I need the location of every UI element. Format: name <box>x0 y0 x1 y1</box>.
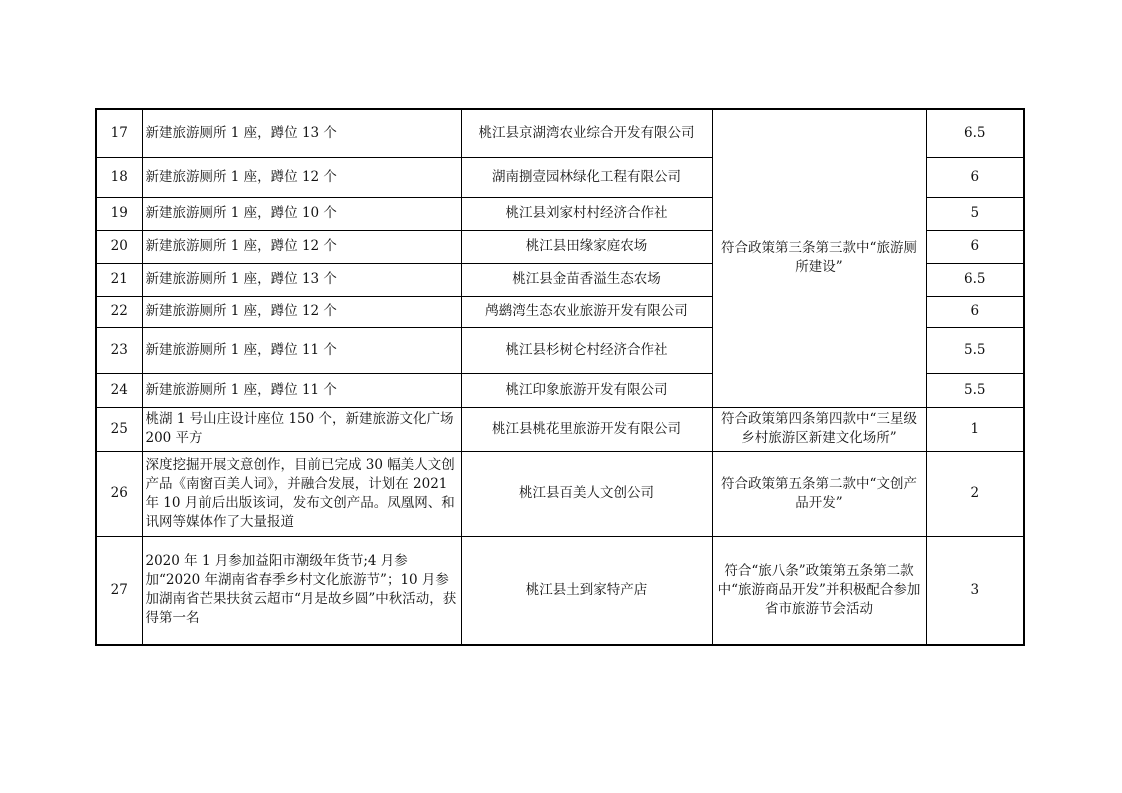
company-name: 桃江县百美人文创公司 <box>461 451 712 536</box>
subsidy-amount: 3 <box>926 536 1024 645</box>
subsidy-amount: 6.5 <box>926 109 1024 157</box>
subsidy-amount: 6.5 <box>926 263 1024 296</box>
company-name: 桃江县桃花里旅游开发有限公司 <box>461 407 712 451</box>
table-row <box>96 536 1024 645</box>
company-name: 湖南捌壹园林绿化工程有限公司 <box>461 157 712 197</box>
company-name: 桃江县田缘家庭农场 <box>461 230 712 263</box>
project-description: 新建旅游厕所 1 座，蹲位 13 个 <box>142 109 461 157</box>
subsidy-amount: 6 <box>926 296 1024 327</box>
subsidy-amount: 5 <box>926 197 1024 230</box>
row-number: 23 <box>96 327 142 373</box>
policy-basis: 符合政策第五条第二款中“文创产品开发” <box>712 451 926 536</box>
project-description: 新建旅游厕所 1 座，蹲位 13 个 <box>142 263 461 296</box>
row-number: 22 <box>96 296 142 327</box>
row-number: 17 <box>96 109 142 157</box>
subsidy-amount: 5.5 <box>926 373 1024 407</box>
project-description: 新建旅游厕所 1 座，蹲位 12 个 <box>142 230 461 263</box>
policy-basis: 符合政策第四条第四款中“三星级乡村旅游区新建文化场所” <box>712 407 926 451</box>
row-number: 25 <box>96 407 142 451</box>
row-number: 19 <box>96 197 142 230</box>
subsidy-amount: 6 <box>926 157 1024 197</box>
policy-basis-merged: 符合政策第三条第三款中“旅游厕所建设” <box>712 109 926 407</box>
subsidy-table <box>95 108 1025 646</box>
row-number: 18 <box>96 157 142 197</box>
company-name: 桃江县刘家村村经济合作社 <box>461 197 712 230</box>
project-description: 2020 年 1 月参加益阳市潮级年货节;4 月参加“2020 年湖南省春季乡村文化旅游节”；10 月参加湖南省芒果扶贫云超市“月是故乡圆”中秋活动，获得第一名 <box>142 536 461 645</box>
subsidy-amount: 6 <box>926 230 1024 263</box>
company-name: 桃江县金苗香溢生态农场 <box>461 263 712 296</box>
company-name: 桃江县杉树仑村经济合作社 <box>461 327 712 373</box>
table-row <box>96 109 1024 157</box>
subsidy-amount: 1 <box>926 407 1024 451</box>
policy-basis: 符合“旅八条”政策第五条第二款中“旅游商品开发”并积极配合参加省市旅游节会活动 <box>712 536 926 645</box>
project-description: 深度挖掘开展文意创作，目前已完成 30 幅美人文创产品《南窗百美人词》，并融合发展，计划在 2021 年 10 月前后出版该词，发布文创产品。凤凰网、和讯网等媒体作了大量报道 <box>142 451 461 536</box>
company-name: 鸬鹚湾生态农业旅游开发有限公司 <box>461 296 712 327</box>
company-name: 桃江县土到家特产店 <box>461 536 712 645</box>
row-number: 27 <box>96 536 142 645</box>
project-description: 新建旅游厕所 1 座，蹲位 11 个 <box>142 327 461 373</box>
subsidy-amount: 2 <box>926 451 1024 536</box>
subsidy-amount: 5.5 <box>926 327 1024 373</box>
project-description: 新建旅游厕所 1 座，蹲位 12 个 <box>142 296 461 327</box>
company-name: 桃江印象旅游开发有限公司 <box>461 373 712 407</box>
project-description: 新建旅游厕所 1 座，蹲位 10 个 <box>142 197 461 230</box>
company-name: 桃江县京湖湾农业综合开发有限公司 <box>461 109 712 157</box>
project-description: 新建旅游厕所 1 座，蹲位 12 个 <box>142 157 461 197</box>
project-description: 桃湖 1 号山庄设计座位 150 个，新建旅游文化广场 200 平方 <box>142 407 461 451</box>
row-number: 20 <box>96 230 142 263</box>
table-row <box>96 451 1024 536</box>
table-row <box>96 407 1024 451</box>
row-number: 21 <box>96 263 142 296</box>
row-number: 24 <box>96 373 142 407</box>
row-number: 26 <box>96 451 142 536</box>
project-description: 新建旅游厕所 1 座，蹲位 11 个 <box>142 373 461 407</box>
